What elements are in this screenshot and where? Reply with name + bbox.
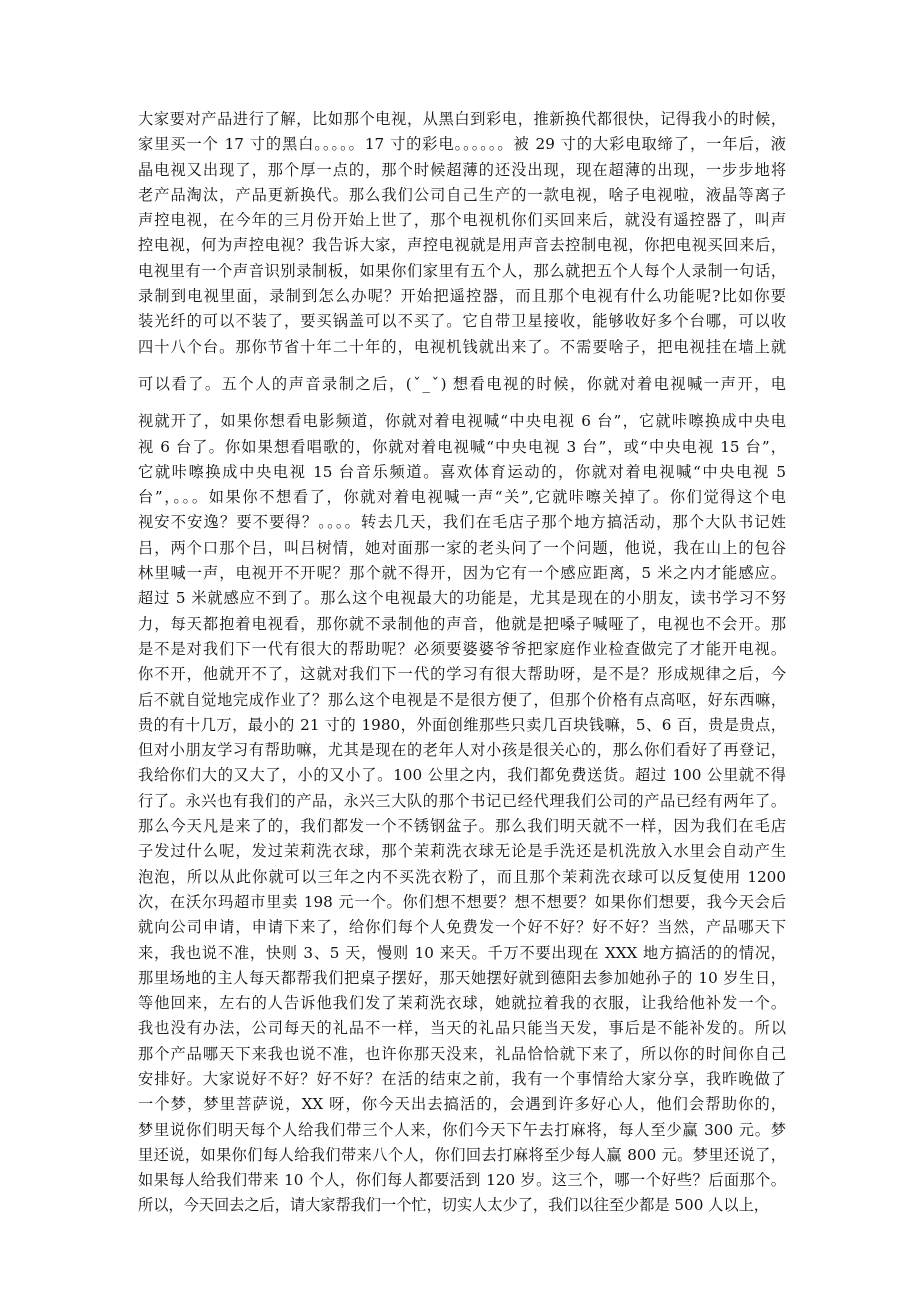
text-line: 贵的有十几万，最小的 21 寸的 1980，外面创维那些只卖几百块钱嘛，5、6 百，贵是贵点， [138, 715, 786, 734]
text-line: 电视里有一个声音识别录制板，如果你们家里有五个人，那么就把五个人每个人录制一句话， [138, 261, 786, 280]
text-line: 就向公司申请，申请下来了，给你们每个人免费发一个好不好？好不好？当然，产品哪天下 [138, 918, 786, 937]
text-line: 梦里说你们明天每个人给我们带三个人来，你们今天下午去打麻将，每人至少赢 300 元。梦 [138, 1120, 786, 1139]
text-line: 力，每天都抱着电视看，那你就不录制他的声音，他就是把嗓子喊哑了，电视也不会开。那 [138, 614, 786, 633]
document-body [138, 107, 786, 1219]
text-line: 吕，两个口那个吕，叫吕树情，她对面那一家的老头问了一个问题，他说，我在山上的包谷 [138, 538, 786, 557]
text-line: 所以，今天回去之后，请大家帮我们一个忙，切实人太少了，我们以往至少都是 500 人以上， [138, 1196, 769, 1215]
text-line: 它就咔嚓换成中央电视 15 台音乐频道。喜欢体育运动的，你就对着电视喊“中央电视 5 [138, 462, 786, 481]
text-line: 台”，。。。如果你不想看了，你就对着电视喊一声“关”,它就咔嚓关掉了。你们觉得这个电 [138, 488, 786, 507]
text-line: 那里场地的主人每天都帮我们把桌子摆好，那天她摆好就到德阳去参加她孙子的 10 岁生日， [138, 968, 786, 987]
text-line: 是不是对我们下一代有很大的帮助呢？必须要婆婆爷爷把家庭作业检查做完了才能开电视。 [138, 639, 786, 658]
text-line: 如果每人给我们带来 10 个人，你们每人都要活到 120 岁。这三个，哪一个好些？后面那个。 [138, 1171, 786, 1190]
text-line: 那个产品哪天下来我也说不准，也许你那天没来，礼品恰恰就下来了，所以你的时间你自己 [138, 1044, 786, 1063]
text-line: 控电视，何为声控电视？我告诉大家，声控电视就是用声音去控制电视，你把电视买回来后， [138, 236, 786, 255]
text-line: 视就开了，如果你想看电影频道，你就对着电视喊“中央电视 6 台”，它就咔嚓换成中央电 [138, 412, 786, 431]
text-line: 子发过什么呢，发过茉莉洗衣球，那个茉莉洗衣球无论是手洗还是机洗放入水里会自动产生 [138, 842, 786, 861]
text-line: 视安不安逸？要不要得？。。。。转去几天，我们在毛店子那个地方搞活动，那个大队书记姓 [138, 513, 786, 532]
text-line: 你不开，他就开不了，这就对我们下一代的学习有很大帮助呀，是不是？形成规律之后，今 [138, 665, 786, 684]
text-line: 来，我也说不准，快则 3、5 天，慢则 10 来天。千万不要出现在 XXX 地方搞活的的情况， [138, 943, 786, 962]
text-line: 老产品淘汰，产品更新换代。那么我们公司自己生产的一款电视，啥子电视啦，液晶等离子 [138, 185, 786, 204]
text-line: 四十八个台。那你节省十年二十年的，电视机钱就出来了。不需要啥子，把电视挂在墙上就 [138, 337, 786, 356]
text-line: 录制到电视里面，录制到怎么办呢？开始把遥控器，而且那个电视有什么功能呢?比如你要 [138, 287, 786, 306]
text-line: 一个梦，梦里菩萨说，XX 呀，你今天出去搞活的，会遇到许多好心人，他们会帮助你的， [138, 1095, 786, 1114]
text-line: 我也没有办法，公司每天的礼品不一样，当天的礼品只能当天发，事后是不能补发的。所以 [138, 1019, 786, 1038]
text-line: 林里喊一声，电视开不开呢？那个就不得开，因为它有一个感应距离，5 米之内才能感应。 [138, 564, 786, 583]
text-line: 超过 5 米就感应不到了。那么这个电视最大的功能是，尤其是现在的小朋友，读书学习不努 [138, 589, 786, 608]
text-line: 行了。永兴也有我们的产品，永兴三大队的那个书记已经代理我们公司的产品已经有两年了。 [138, 791, 786, 810]
text-line: 等他回来，左右的人告诉他我们发了茉莉洗衣球，她就拉着我的衣服，让我给他补发一个。 [138, 994, 786, 1013]
text-line: 安排好。大家说好不好？好不好？在活的结束之前，我有一个事情给大家分享，我昨晚做了 [138, 1069, 786, 1088]
text-line: 视 6 台了。你如果想看唱歌的，你就对着电视喊“中央电视 3 台”，或“中央电视 15 台”， [138, 437, 786, 456]
text-line: 装光纤的可以不装了，要买锅盖可以不买了。它自带卫星接收，能够收好多个台哪，可以收 [138, 312, 786, 331]
text-line: 大家要对产品进行了解，比如那个电视，从黑白到彩电，推新换代都很快，记得我小的时候， [138, 110, 786, 128]
text-line: 晶电视又出现了，那个厚一点的，那个时候超薄的还没出现，现在超薄的出现，一步步地将 [138, 160, 786, 179]
text-line: 里还说，如果你们每人给我们带来八个人，你们回去打麻将至少每人赢 800 元。梦里还说了， [138, 1145, 786, 1164]
text-line-emoticon: 可以看了。五个人的声音录制之后，(ˇ_ˇ) 想看电视的时候，你就对着电视喊一声开，电 [138, 374, 786, 393]
text-line: 我给你们大的又大了，小的又小了。100 公里之内，我们都免费送货。超过 100 公里就不得 [138, 766, 786, 785]
text-line: 那么今天凡是来了的，我们都发一个不锈钢盆子。那么我们明天就不一样，因为我们在毛店 [138, 817, 786, 836]
text-line: 泡泡，所以从此你就可以三年之内不买洗衣粉了，而且那个茉莉洗衣球可以反复使用 1200 [138, 867, 786, 886]
text-line: 声控电视，在今年的三月份开始上世了，那个电视机你们买回来后，就没有遥控器了，叫声 [138, 211, 786, 230]
text-line: 后不就自觉地完成作业了？那么这个电视是不是很方便了，但那个价格有点高呕，好东西嘛， [138, 690, 786, 709]
text-line: 家里买一个 17 寸的黑白。。。。。17 寸的彩电。。。。。。被 29 寸的大彩电取缔了，一年后，液 [138, 135, 786, 154]
text-line: 但对小朋友学习有帮助嘛，尤其是现在的老年人对小孩是很关心的，那么你们看好了再登记， [138, 741, 786, 760]
text-line: 次，在沃尔玛超市里卖 198 元一个。你们想不想要？想不想要？如果你们想要，我今天会后 [138, 892, 786, 911]
